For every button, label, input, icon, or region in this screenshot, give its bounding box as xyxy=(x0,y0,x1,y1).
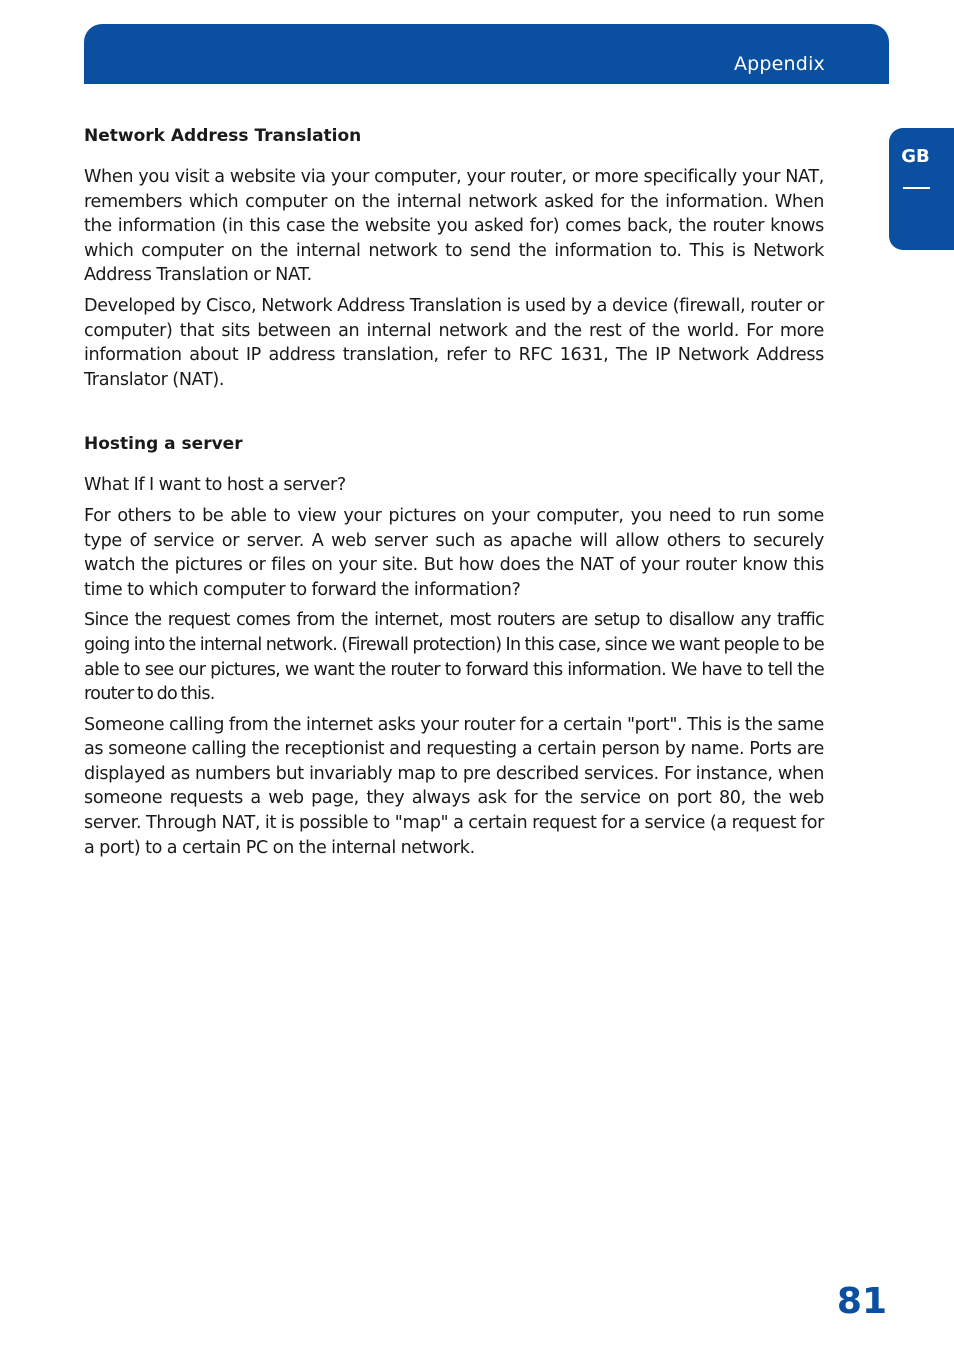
language-tab xyxy=(889,128,954,250)
paragraph: When you visit a website via your computer, your router, or more specifically your NAT, remembers which computer on the internal network asked for the information. When the information (in this case the website you asked for) comes back, the router knows which computer on the internal network to send the information to. This is Network Address Translation or NAT. xyxy=(84,167,824,286)
section-hosting-a-server xyxy=(84,432,824,860)
paragraph: What If I want to host a server? xyxy=(84,475,346,496)
section-heading: Hosting a server xyxy=(84,434,243,455)
paragraph: For others to be able to view your pictures on your computer, you need to run some type of service or server. A web server such as apache will allow others to securely watch the pictures or files on your site. But how does the NAT of your router know this time to which computer to forward the information? xyxy=(84,505,824,600)
paragraph: Developed by Cisco, Network Address Translation is used by a device (firewall, router or computer) that sits between an internal network and the rest of the world. For more information about IP address translation, refer to RFC 1631, The IP Network Address Translator (NAT). xyxy=(84,295,824,390)
section-network-address-translation xyxy=(84,124,824,392)
section-spacer xyxy=(84,398,824,432)
page-content xyxy=(84,124,824,866)
paragraph: Since the request comes from the internet, most routers are setup to disallow any traffic going into the internal network. (Firewall protection) In this case, since we want people to be able to see our pictures, we want the router to forward this information. We have to tell the router to do this. xyxy=(84,610,824,705)
paragraph: Someone calling from the internet asks your router for a certain "port". This is the same as someone calling the receptionist and requesting a certain person by name. Ports are displayed as numbers but invariably map to pre described services. For instance, when someone requests a web page, they always ask for the service on port 80, the web server. Through NAT, it is possible to "map" a certain request for a service (a request for a port) to a certain PC on the internal network. xyxy=(84,714,824,858)
header-title: Appendix xyxy=(733,53,825,75)
language-code: GB xyxy=(901,146,930,167)
page-number: 81 xyxy=(836,1281,887,1322)
header-bar xyxy=(84,24,889,84)
language-tab-divider xyxy=(903,187,930,189)
section-heading: Network Address Translation xyxy=(84,126,362,146)
